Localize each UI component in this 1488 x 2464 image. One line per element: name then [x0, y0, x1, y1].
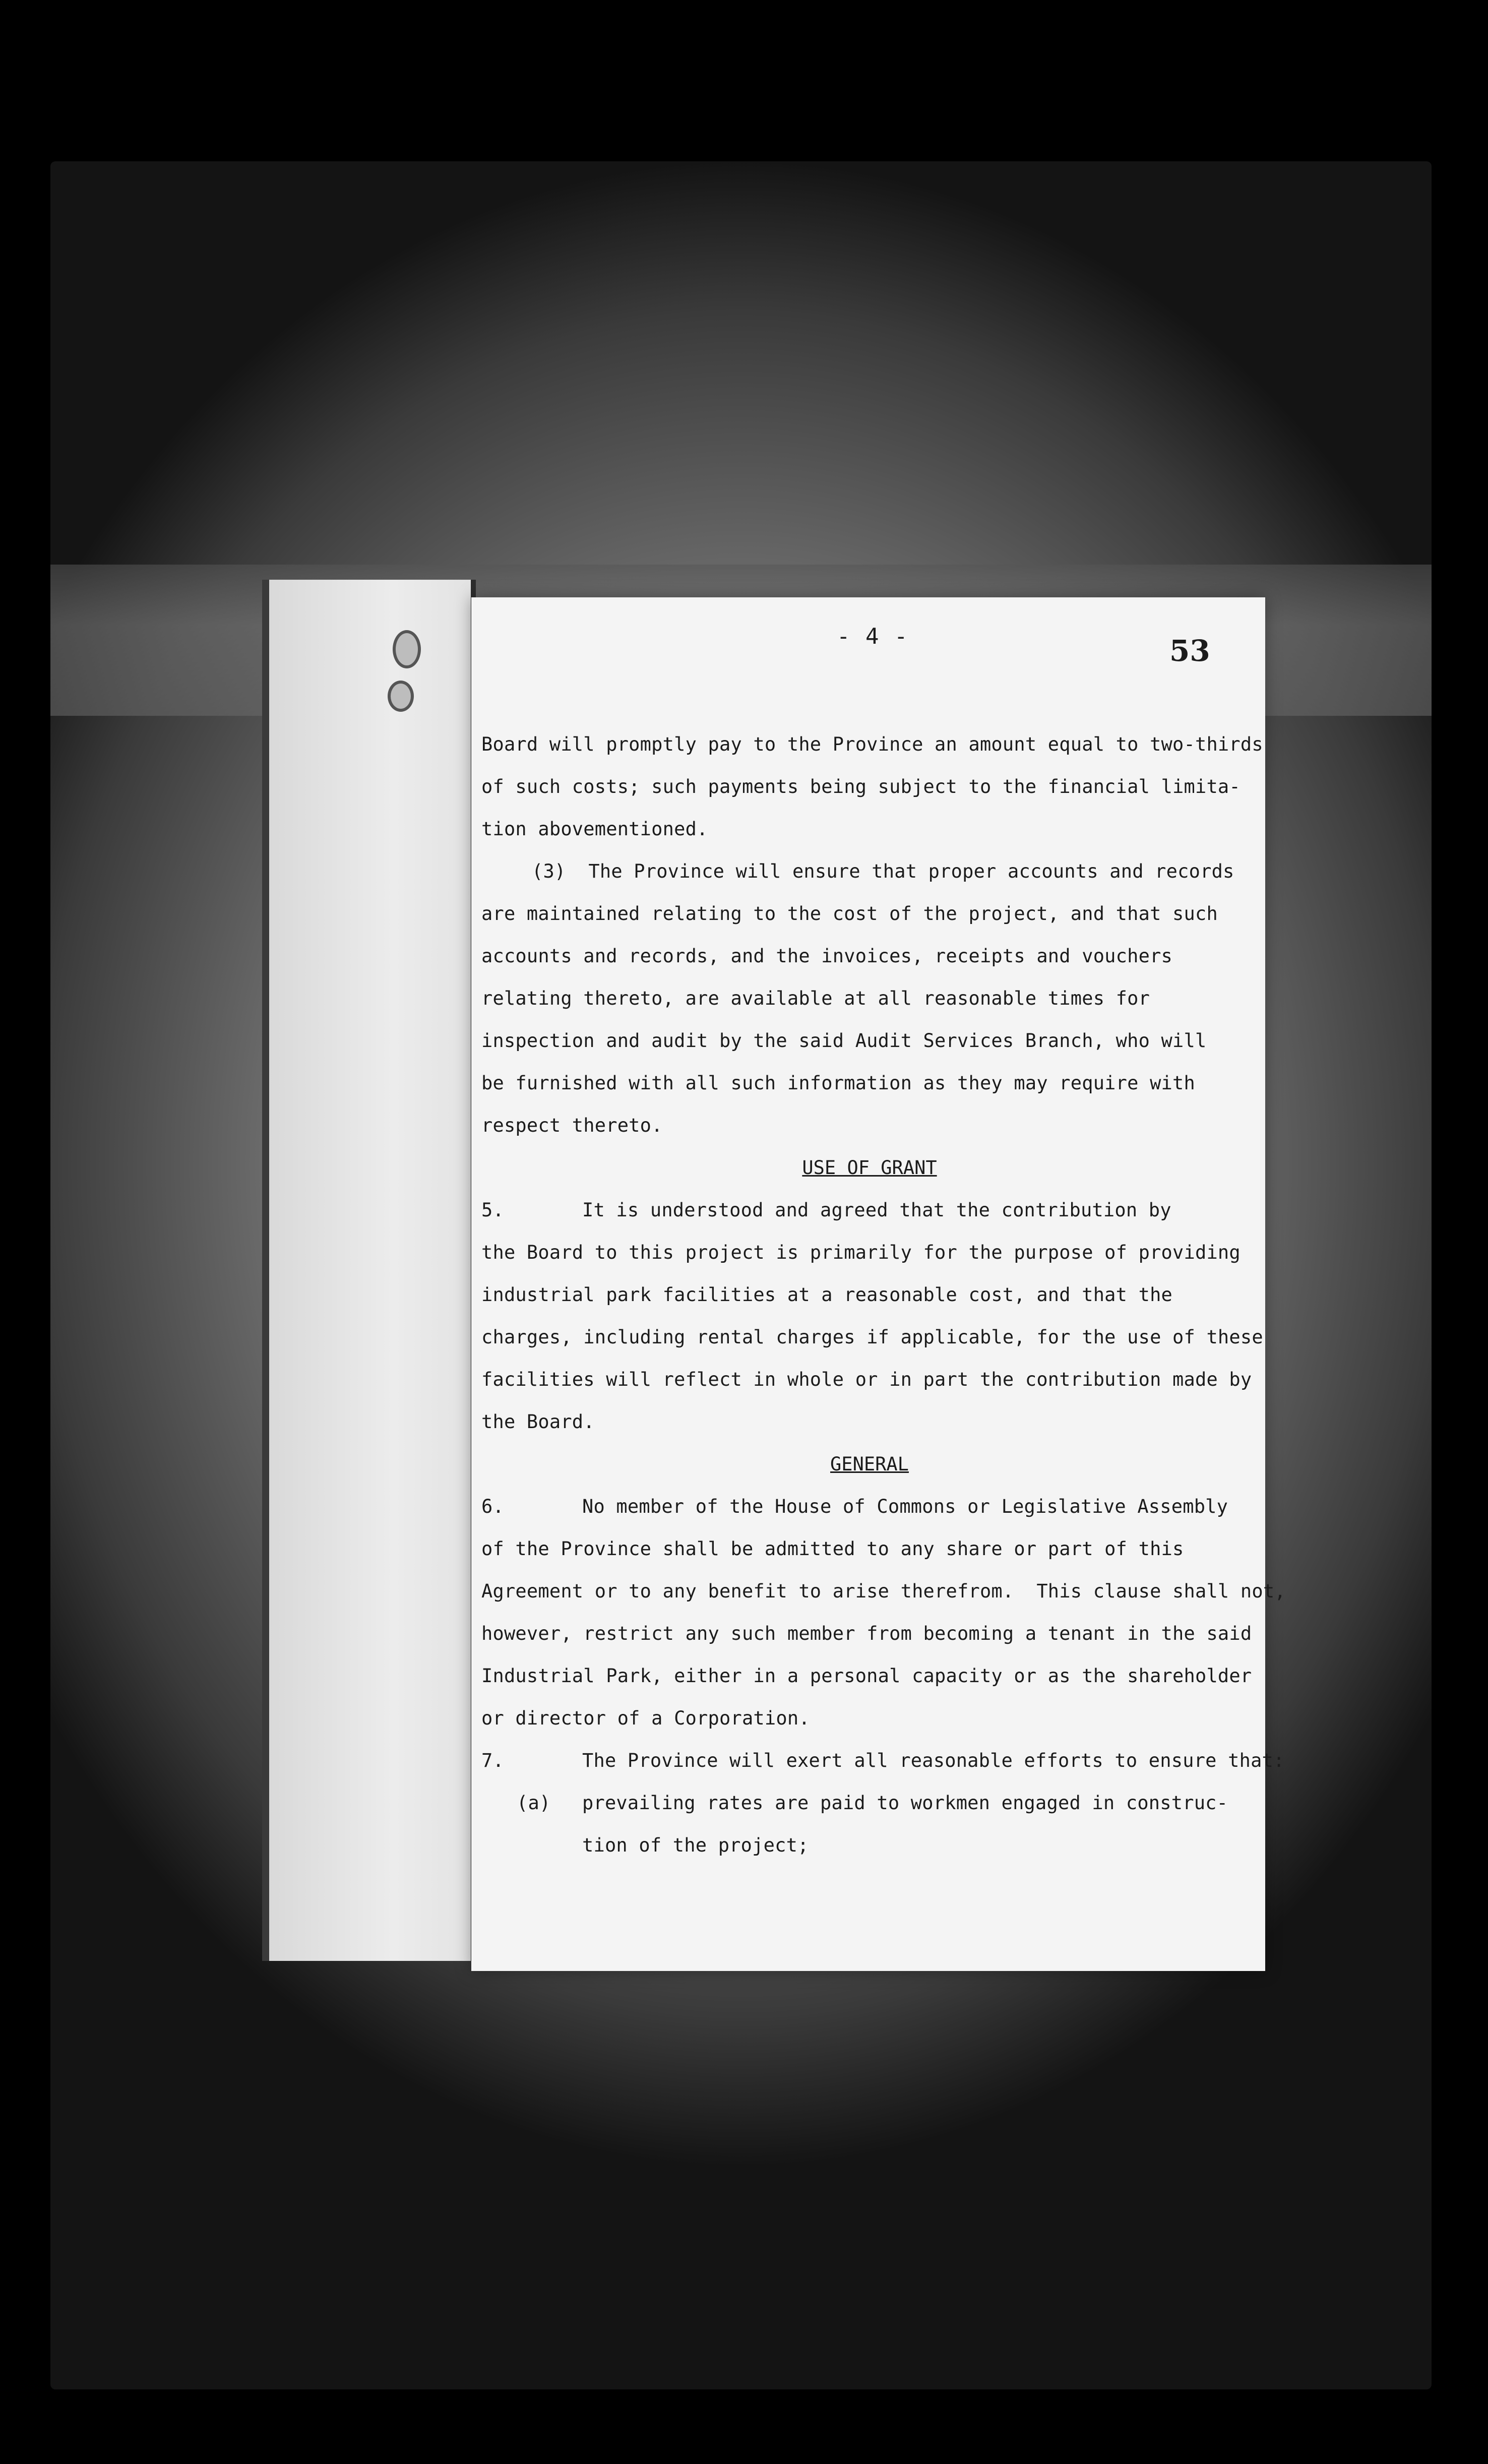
document-page [471, 597, 1286, 1971]
text-line: The Province will exert all reasonable efforts to ensure that: [582, 1750, 1285, 1771]
punch-hole-icon [393, 630, 421, 668]
text-line: The Province will ensure that proper accounts and records [588, 860, 1234, 882]
item-a-first-line [481, 1782, 1258, 1824]
section-heading-general: GENERAL [830, 1453, 909, 1475]
text-line: of such costs; such payments being subject to the financial limita- [481, 776, 1241, 797]
clause-7-line [481, 1740, 1285, 1782]
clause-6-first-line [481, 1486, 1258, 1528]
section-heading-use-of-grant: USE OF GRANT [802, 1157, 937, 1179]
paragraph-label: (3) [532, 860, 566, 882]
text-line: facilities will reflect in whole or in part the contribution made by [481, 1369, 1252, 1390]
text-line: charges, including rental charges if applicable, for the use of these [481, 1326, 1263, 1348]
text-line: Industrial Park, either in a personal capacity or as the shareholder [481, 1665, 1252, 1687]
text-line: tion abovementioned. [481, 818, 708, 840]
text-line: It is understood and agreed that the contribution by [582, 1199, 1171, 1221]
text-line: or director of a Corporation. [481, 1707, 810, 1729]
clause-5-first-line [481, 1189, 1258, 1231]
item-label: (a) [517, 1792, 551, 1814]
clause-number: 6. [481, 1496, 504, 1517]
text-line: accounts and records, and the invoices, receipts and vouchers [481, 945, 1173, 967]
text-line: Board will promptly pay to the Province an amount equal to two-thirds [481, 733, 1263, 755]
clause-number: 7. [481, 1750, 504, 1771]
text-line: tion of the project; [582, 1834, 809, 1856]
text-line: the Board. [481, 1411, 595, 1433]
folio-number: 53 [1169, 634, 1210, 668]
clause-number: 5. [481, 1199, 504, 1221]
document-body [481, 723, 1286, 1867]
text-line: relating thereto, are available at all reasonable times for [481, 988, 1150, 1009]
text-line: industrial park facilities at a reasonable cost, and that the [481, 1284, 1173, 1306]
paragraph-3-first-line [481, 850, 1258, 893]
text-line: of the Province shall be admitted to any share or part of this [481, 1538, 1184, 1560]
text-line: prevailing rates are paid to workmen engaged in construc- [582, 1792, 1228, 1814]
text-line: Agreement or to any benefit to arise therefrom. This clause shall not, [481, 1580, 1286, 1602]
page-number: - 4 - [837, 624, 909, 649]
text-line: be furnished with all such information as they may require with [481, 1072, 1195, 1094]
punch-hole-icon [388, 681, 414, 712]
text-line: No member of the House of Commons or Legislative Assembly [582, 1496, 1228, 1517]
binder-margin [262, 580, 476, 1961]
text-line: respect thereto. [481, 1115, 663, 1136]
text-line: the Board to this project is primarily for the purpose of providing [481, 1242, 1241, 1263]
text-line: inspection and audit by the said Audit Services Branch, who will [481, 1030, 1207, 1052]
text-line: however, restrict any such member from becoming a tenant in the said [481, 1623, 1252, 1644]
text-line: are maintained relating to the cost of the project, and that such [481, 903, 1218, 925]
